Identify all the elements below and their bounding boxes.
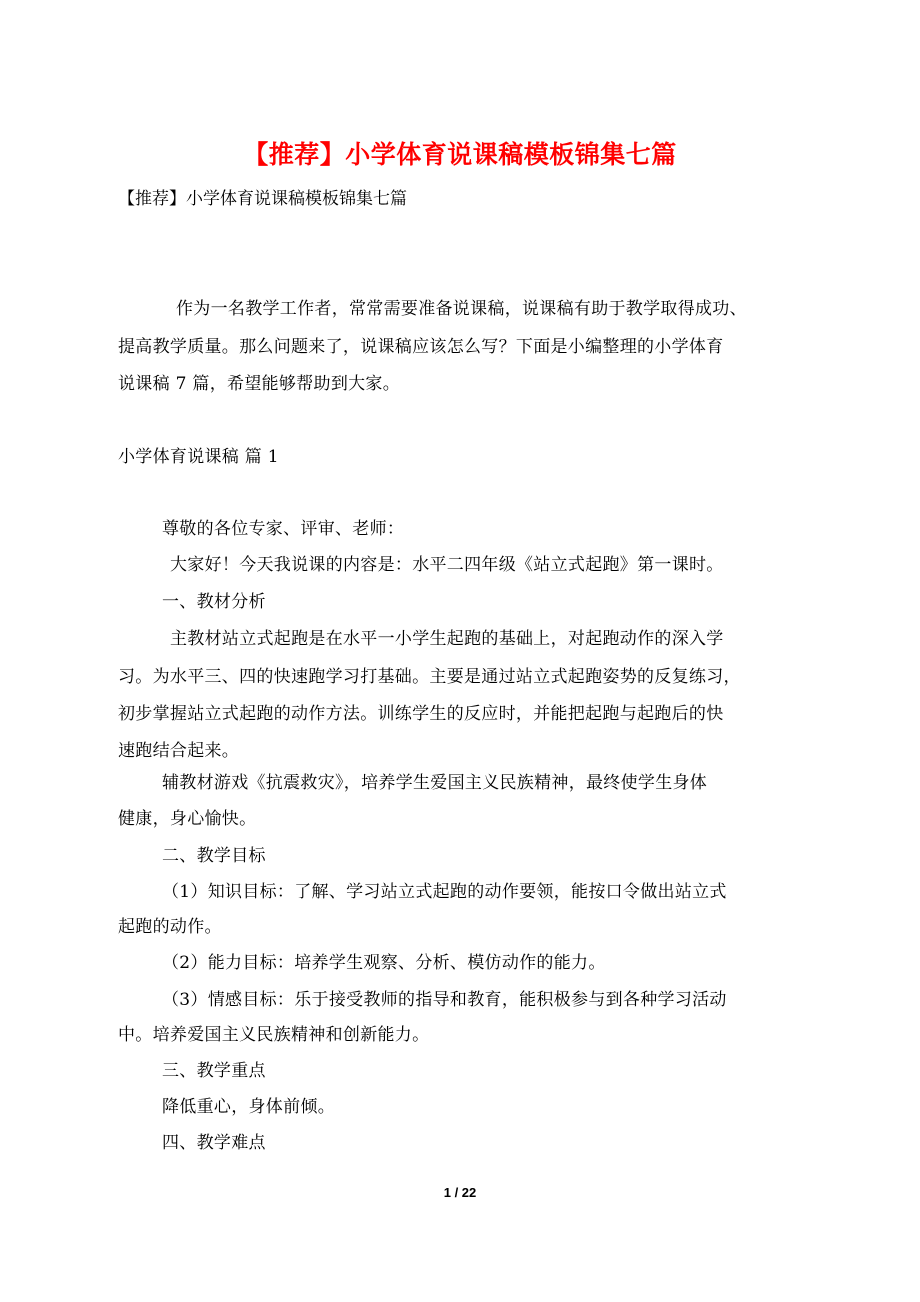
body-line: 初步掌握站立式起跑的动作方法。训练学生的反应时，并能把起跑与起跑后的快 xyxy=(118,704,724,724)
page-number: 1 / 22 xyxy=(443,1185,477,1200)
body-line: （3）情感目标：乐于接受教师的指导和教育，能积极参与到各种学习活动 xyxy=(162,990,727,1010)
intro-line-3: 说课稿 7 篇，希望能够帮助到大家。 xyxy=(118,374,401,394)
body-line: （1）知识目标：了解、学习站立式起跑的动作要领，能按口令做出站立式 xyxy=(162,882,727,902)
body-line: 速跑结合起来。 xyxy=(118,741,240,761)
heading-teaching-focus: 三、教学重点 xyxy=(162,1061,266,1081)
document-subtitle: 【推荐】小学体育说课稿模板锦集七篇 xyxy=(118,189,407,209)
intro-line-1: 作为一名教学工作者，常常需要准备说课稿，说课稿有助于教学取得成功、 xyxy=(176,299,747,319)
body-line: （2）能力目标：培养学生观察、分析、模仿动作的能力。 xyxy=(162,953,606,973)
body-line: 大家好！今天我说课的内容是：水平二四年级《站立式起跑》第一课时。 xyxy=(170,555,724,575)
heading-textbook-analysis: 一、教材分析 xyxy=(162,592,266,612)
body-line: 降低重心，身体前倾。 xyxy=(162,1097,335,1117)
body-line: 习。为水平三、四的快速跑学习打基础。主要是通过站立式起跑姿势的反复练习， xyxy=(118,667,741,687)
body-line: 起跑的动作。 xyxy=(118,917,222,937)
document-title: 【推荐】小学体育说课稿模板锦集七篇 xyxy=(243,140,677,169)
body-line: 健康，身心愉快。 xyxy=(118,809,257,829)
body-line: 中。培养爱国主义民族精神和创新能力。 xyxy=(118,1025,430,1045)
intro-line-2: 提高教学质量。那么问题来了，说课稿应该怎么写？下面是小编整理的小学体育 xyxy=(118,337,724,357)
section-heading: 小学体育说课稿 篇 1 xyxy=(118,447,279,467)
heading-teaching-difficulty: 四、教学难点 xyxy=(162,1133,266,1153)
salutation: 尊敬的各位专家、评审、老师： xyxy=(162,519,405,539)
body-line: 主教材站立式起跑是在水平一小学生起跑的基础上，对起跑动作的深入学 xyxy=(170,629,724,649)
heading-teaching-goals: 二、教学目标 xyxy=(162,846,266,866)
body-line: 辅教材游戏《抗震救灾》，培养学生爱国主义民族精神，最终使学生身体 xyxy=(162,773,708,793)
